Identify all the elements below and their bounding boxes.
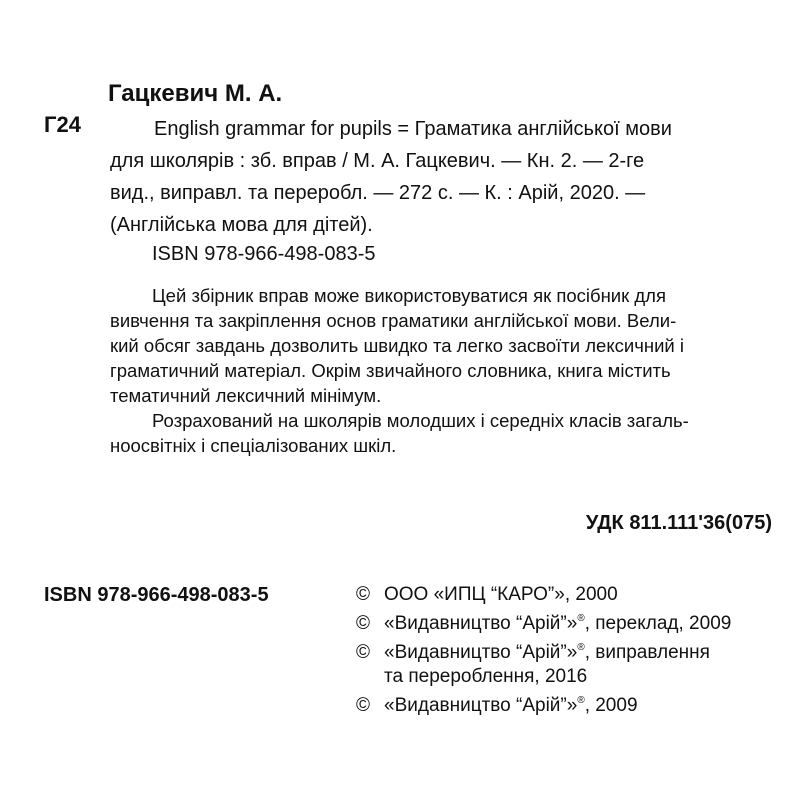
- registered-mark: ®: [577, 695, 585, 706]
- copyright-notices: [356, 583, 731, 718]
- annotation-line: граматичний матеріал. Окрім звичайного словника, книга містить: [110, 360, 671, 381]
- copyright-holder: ООО «ИПЦ “КАРО”», 2000: [384, 584, 618, 605]
- copyright-detail: , 2009: [584, 695, 638, 716]
- copyright-icon: ©: [356, 642, 370, 663]
- copyright-line-continuation: та перероблення, 2016: [384, 666, 588, 687]
- copyright-holder: «Видавництво “Арій”»: [384, 695, 578, 716]
- copyright-detail: , переклад, 2009: [584, 613, 732, 634]
- copyright-holder: «Видавництво “Арій”»: [384, 642, 578, 663]
- annotation: [110, 283, 780, 458]
- library-index-code: Г24: [44, 112, 81, 137]
- annotation-line: вивчення та закріплення основ граматики англійської мови. Вели-: [110, 310, 677, 331]
- isbn-footer: ISBN 978-966-498-083-5: [44, 584, 269, 606]
- author-heading: Гацкевич М. А.: [108, 80, 283, 107]
- copyright-line: [356, 689, 731, 718]
- annotation-line: ноосвітніх і спеціалізованих шкіл.: [110, 435, 397, 456]
- bibliographic-line: English grammar for pupils = Граматика англійської мови: [154, 118, 672, 140]
- registered-mark: ®: [577, 613, 585, 624]
- annotation-line: Цей збірник вправ може використовуватися як посібник для: [152, 285, 666, 306]
- copyright-line: [356, 636, 731, 665]
- udk-code: УДК 811.111'36(075): [585, 512, 772, 534]
- annotation-line: тематичний лексичний мінімум.: [110, 385, 382, 406]
- bibliographic-line: (Англійська мова для дітей).: [110, 214, 373, 236]
- annotation-line: Розрахований на школярів молодших і середніх класів загаль-: [152, 410, 689, 431]
- copyright-line: [356, 607, 731, 636]
- copyright-detail: , виправлення: [584, 642, 710, 663]
- copyright-line: [356, 583, 731, 607]
- copyright-icon: ©: [356, 695, 370, 716]
- annotation-line: кий обсяг завдань дозволить швидко та легко засвоїти лексичний і: [110, 335, 684, 356]
- copyright-icon: ©: [356, 613, 370, 634]
- isbn-record: ISBN 978-966-498-083-5: [152, 243, 376, 265]
- copyright-icon: ©: [356, 584, 370, 605]
- registered-mark: ®: [577, 642, 585, 653]
- copyright-holder: «Видавництво “Арій”»: [384, 613, 578, 634]
- bibliographic-line: для школярів : зб. вправ / М. А. Гацкевич. — Кн. 2. — 2-ге: [110, 150, 645, 172]
- bibliographic-line: вид., виправл. та переробл. — 272 с. — К. : Арій, 2020. —: [110, 182, 646, 204]
- bibliographic-record: [110, 113, 780, 241]
